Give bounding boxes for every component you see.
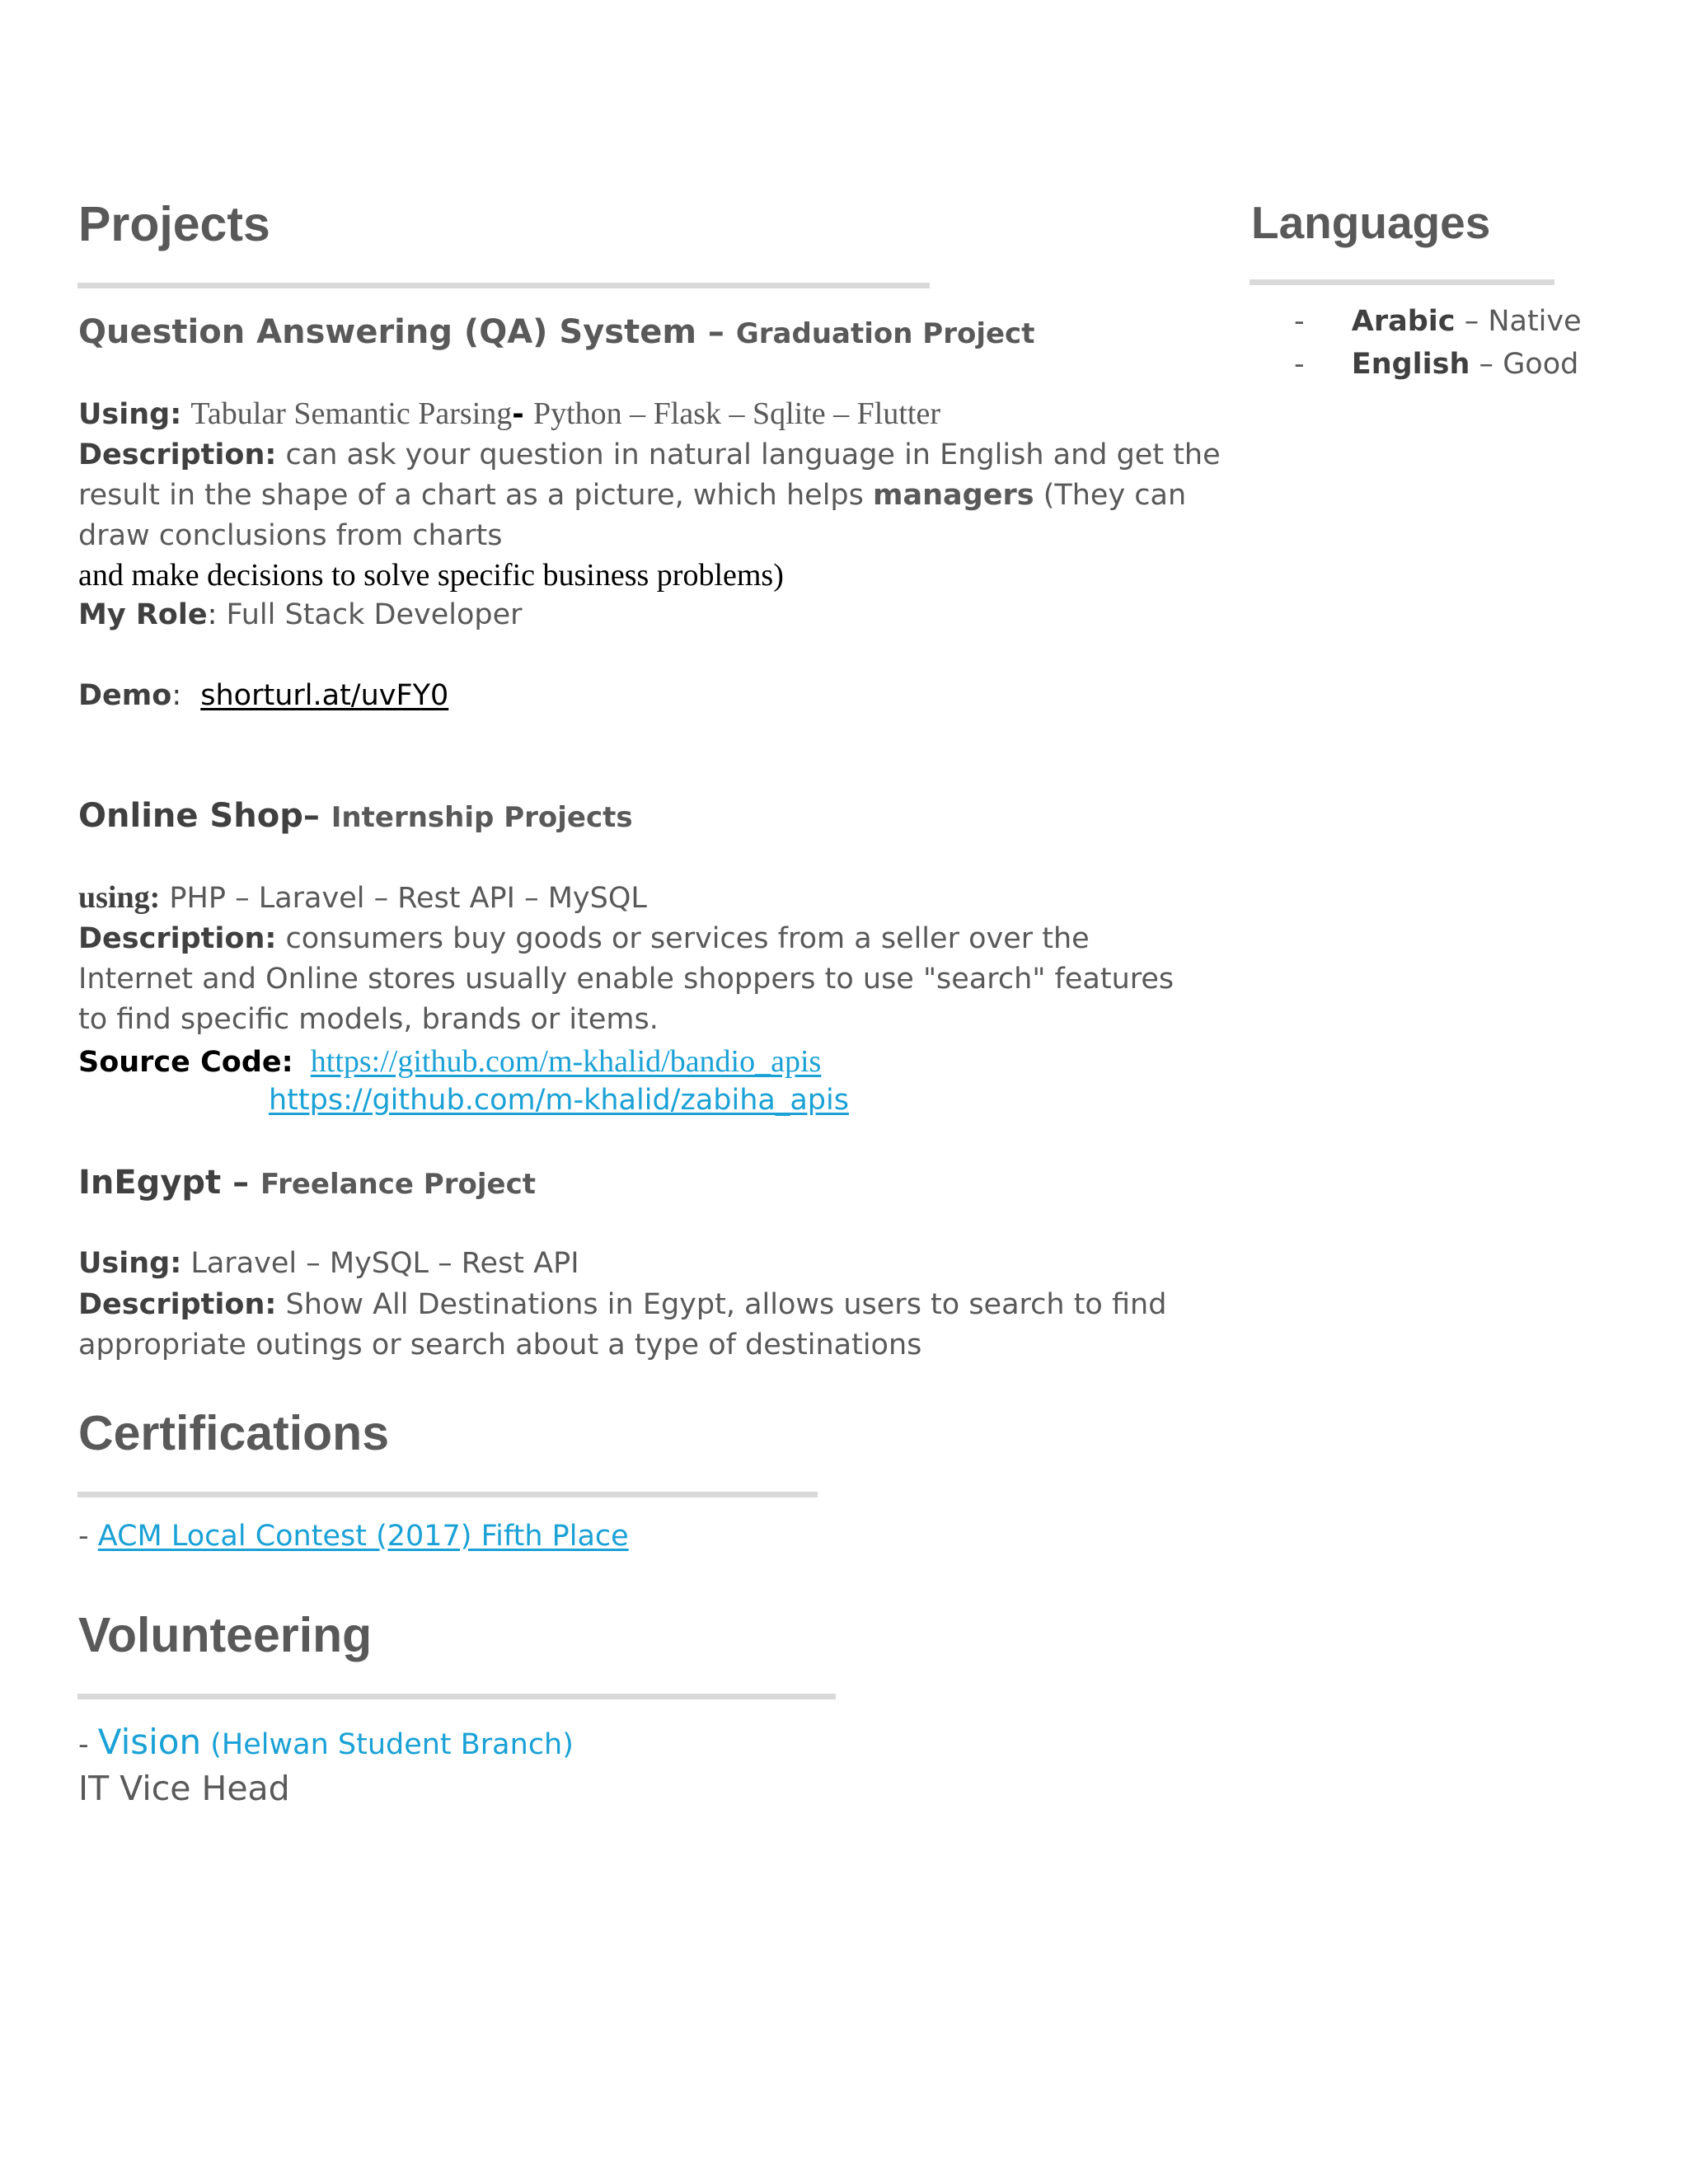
inegypt-desc-label: Description:: [78, 1288, 277, 1321]
certifications-heading: Certifications: [78, 1406, 390, 1460]
volunteering-org-line: [78, 1722, 574, 1762]
volunteering-dash: -: [78, 1728, 89, 1761]
shop-source-link2[interactable]: https://github.com/m-khalid/zabiha_apis: [269, 1084, 849, 1117]
qa-desc-line4: and make decisions to solve specific business problems): [78, 558, 784, 593]
qa-using-line: [78, 398, 940, 429]
volunteering-role: IT Vice Head: [78, 1769, 290, 1808]
qa-role-line: [78, 598, 523, 631]
inegypt-project-name: InEgypt –: [78, 1164, 250, 1202]
certification-item: [78, 1522, 629, 1551]
certification-link-acm[interactable]: ACM Local Contest (2017) Fifth Place: [97, 1520, 629, 1553]
qa-using-sep: -: [512, 398, 524, 431]
language-item-english: [1294, 350, 1578, 379]
inegypt-using-label: Using:: [78, 1247, 182, 1280]
qa-desc-text2b: (They can: [1043, 479, 1187, 512]
projects-heading: Projects: [78, 197, 270, 251]
qa-project-tag: Graduation Project: [735, 317, 1035, 350]
shop-project-tag: Internship Projects: [331, 801, 633, 834]
language-sep-english: –: [1479, 348, 1494, 381]
inegypt-using-value: Laravel – MySQL – Rest API: [190, 1247, 579, 1280]
shop-source-label: Source Code:: [78, 1046, 293, 1079]
inegypt-desc-line2: appropriate outings or search about a type of destinations: [78, 1329, 922, 1361]
language-name-arabic: Arabic: [1351, 305, 1456, 338]
qa-demo-link[interactable]: shorturl.at/uvFY0: [200, 679, 449, 712]
language-dash-arabic: -: [1294, 305, 1305, 338]
shop-source-link1[interactable]: https://github.com/m-khalid/bandio_apis: [310, 1044, 822, 1079]
shop-desc-label: Description:: [78, 922, 277, 955]
qa-desc-line2: [78, 481, 1186, 510]
volunteering-org: Vision: [97, 1722, 202, 1762]
qa-project-title: [78, 313, 1035, 351]
inegypt-using-line: [78, 1249, 579, 1278]
qa-desc-label: Description:: [78, 438, 277, 471]
language-sep-arabic: –: [1464, 305, 1479, 338]
qa-role-colon: :: [207, 598, 218, 631]
inegypt-desc-text1: Show All Destinations in Egypt, allows users to search to find: [285, 1288, 1167, 1321]
qa-desc-line1: [78, 438, 1221, 471]
shop-desc-line3: to find specific models, brands or items.: [78, 1003, 659, 1036]
qa-desc-text1: can ask your question in natural language in English and get the: [285, 438, 1221, 471]
qa-using-rest: Python – Flask – Sqlite – Flutter: [532, 396, 940, 431]
shop-project-name: Online Shop–: [78, 797, 320, 835]
certifications-divider: [77, 1492, 818, 1497]
qa-desc-line3: draw conclusions from charts: [78, 519, 503, 552]
qa-using-value: Tabular Semantic Parsing: [190, 396, 513, 431]
qa-demo-line: [78, 679, 449, 712]
qa-demo-label: Demo: [78, 679, 172, 712]
inegypt-desc-line1: [78, 1288, 1167, 1321]
shop-source-line: [78, 1046, 821, 1077]
language-level-english: Good: [1503, 348, 1579, 381]
shop-using-line: [78, 882, 647, 913]
inegypt-project-tag: Freelance Project: [260, 1168, 536, 1201]
shop-using-value: PHP – Laravel – Rest API – MySQL: [169, 882, 647, 915]
language-level-arabic: Native: [1488, 305, 1582, 338]
shop-desc-line2: Internet and Online stores usually enable shoppers to use "search" features: [78, 963, 1175, 996]
shop-project-title: [78, 797, 633, 835]
qa-demo-colon: :: [171, 679, 182, 712]
qa-desc-managers: managers: [873, 479, 1034, 512]
qa-role-label: My Role: [78, 598, 208, 631]
shop-desc-line1: [78, 922, 1090, 955]
qa-project-name: Question Answering (QA) System –: [78, 313, 724, 351]
qa-desc-text2a: result in the shape of a chart as a picture, which helps: [78, 479, 864, 512]
shop-using-label: using:: [78, 880, 161, 915]
volunteering-divider: [77, 1694, 836, 1699]
volunteering-branch: (Helwan Student Branch): [210, 1728, 574, 1761]
certification-dash: -: [78, 1520, 89, 1553]
language-name-english: English: [1351, 348, 1470, 381]
shop-source-link2-line: [269, 1086, 849, 1115]
qa-role-value: Full Stack Developer: [226, 598, 523, 631]
projects-divider: [77, 283, 930, 288]
volunteering-heading: Volunteering: [78, 1608, 373, 1662]
languages-divider: [1250, 279, 1554, 285]
language-item-arabic: [1294, 307, 1582, 336]
languages-heading: Languages: [1251, 197, 1491, 248]
language-dash-english: -: [1294, 348, 1305, 381]
shop-desc-text1: consumers buy goods or services from a seller over the: [285, 922, 1090, 955]
inegypt-project-title: [78, 1164, 536, 1202]
qa-using-label: Using:: [78, 398, 182, 431]
